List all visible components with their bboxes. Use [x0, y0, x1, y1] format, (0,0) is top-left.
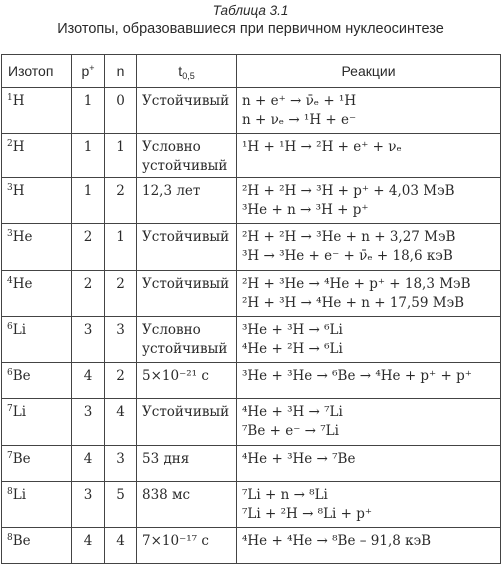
isotope-symbol: H — [12, 139, 25, 155]
isotope-cell — [2, 134, 72, 178]
halflife-cell — [137, 178, 237, 224]
isotope-mass: 6 — [7, 368, 13, 378]
proton-count: 1 — [72, 178, 105, 224]
reaction-line-2: ³He + n → ³H + p⁺ — [242, 202, 369, 218]
reaction-line-1: n + e⁺ → ν̄ₑ + ¹H — [242, 93, 357, 109]
neutron-count: 4 — [105, 399, 137, 446]
isotope-symbol: H — [12, 183, 25, 199]
isotope-mass: 8 — [7, 487, 13, 497]
reactions-cell — [237, 134, 501, 178]
header-t-sub: 0,5 — [182, 71, 195, 81]
reactions-cell — [237, 363, 501, 399]
isotope-mass: 1 — [7, 93, 13, 103]
halflife-cell — [137, 134, 237, 178]
reaction-line-1: ²H + ²H → ³He + n + 3,27 МэВ — [242, 229, 456, 245]
table-number: Таблица 3.1 — [212, 3, 289, 18]
isotope-symbol: Li — [12, 487, 27, 503]
reactions-cell — [237, 399, 501, 446]
table-row — [2, 271, 501, 317]
isotope-cell — [2, 363, 72, 399]
neutron-count: 0 — [105, 88, 137, 134]
isotope-cell — [2, 446, 72, 482]
isotope-mass: 4 — [7, 276, 13, 286]
neutron-count: 1 — [105, 134, 137, 178]
proton-count: 4 — [72, 363, 105, 399]
reactions-cell — [237, 271, 501, 317]
halflife-line-1: Условно — [142, 322, 201, 338]
isotope-cell — [2, 224, 72, 271]
table-title: Изотопы, образовавшиеся при первичном нуклеосинтезе — [57, 21, 444, 37]
proton-count: 1 — [72, 88, 105, 134]
table-row — [2, 446, 501, 482]
isotope-symbol: He — [12, 276, 33, 292]
reaction-line-1: ³He + ³He → ⁶Be → ⁴He + p⁺ + p⁺ — [242, 368, 472, 384]
halflife-line-1: 53 дня — [142, 451, 190, 467]
halflife-cell — [137, 528, 237, 564]
isotopes-table — [1, 54, 501, 564]
neutron-count: 1 — [105, 224, 137, 271]
isotope-symbol: Li — [12, 322, 27, 338]
isotope-mass: 3 — [7, 229, 13, 239]
neutron-count: 5 — [105, 482, 137, 528]
table-row — [2, 317, 501, 363]
proton-count: 2 — [72, 271, 105, 317]
table-row — [2, 178, 501, 224]
neutron-count: 2 — [105, 271, 137, 317]
reactions-cell — [237, 446, 501, 482]
reaction-line-1: ⁴He + ⁴He → ⁸Be – 91,8 кэВ — [242, 533, 432, 549]
isotope-cell — [2, 88, 72, 134]
halflife-line-1: 5×10⁻²¹ с — [142, 368, 209, 384]
reaction-line-2: ²H + ³H → ⁴He + n + 17,59 МэВ — [242, 295, 465, 311]
reaction-line-2: ⁷Li + ²H → ⁸Li + p⁺ — [242, 506, 373, 522]
reaction-line-1: ²H + ²H → ³H + p⁺ + 4,03 МэВ — [242, 183, 455, 199]
proton-count: 3 — [72, 399, 105, 446]
reaction-line-1: ¹H + ¹H → ²H + e⁺ + νₑ — [242, 139, 402, 155]
neutron-count: 3 — [105, 317, 137, 363]
reaction-line-1: ³He + ³H → ⁶Li — [242, 322, 343, 338]
neutron-count: 4 — [105, 528, 137, 564]
reactions-cell — [237, 88, 501, 134]
halflife-line-2: устойчивый — [142, 341, 228, 357]
isotope-symbol: Be — [12, 533, 31, 549]
proton-count: 3 — [72, 317, 105, 363]
isotope-mass: 7 — [7, 451, 13, 461]
isotope-symbol: Be — [12, 368, 31, 384]
halflife-line-1: 12,3 лет — [142, 183, 201, 199]
halflife-line-1: Условно — [142, 139, 201, 155]
table-row — [2, 482, 501, 528]
isotope-symbol: H — [12, 93, 25, 109]
isotope-symbol: Be — [12, 451, 31, 467]
reaction-line-1: ²H + ³He → ⁴He + p⁺ + 18,3 МэВ — [242, 276, 471, 292]
isotope-cell — [2, 271, 72, 317]
halflife-cell — [137, 224, 237, 271]
halflife-line-1: 7×10⁻¹⁷ с — [142, 533, 209, 549]
table-row — [2, 399, 501, 446]
proton-count: 2 — [72, 224, 105, 271]
reaction-line-2: ⁷Be + e⁻ → ⁷Li — [242, 423, 339, 439]
table-row — [2, 134, 501, 178]
proton-count: 3 — [72, 482, 105, 528]
isotope-symbol: He — [12, 229, 33, 245]
isotope-mass: 6 — [7, 322, 13, 332]
reaction-line-2: ³H → ³He + e⁻ + ν̄ₑ + 18,6 кэВ — [242, 248, 453, 264]
reactions-cell — [237, 528, 501, 564]
halflife-cell — [137, 399, 237, 446]
isotope-cell — [2, 528, 72, 564]
isotope-mass: 8 — [7, 533, 13, 543]
neutron-count: 2 — [105, 178, 137, 224]
table-header-row — [2, 55, 501, 88]
table-body — [2, 88, 501, 564]
reaction-line-2: ⁴He + ²H → ⁶Li — [242, 341, 343, 357]
header-n: n — [105, 55, 137, 88]
reactions-cell — [237, 224, 501, 271]
header-p-label: p — [81, 63, 90, 79]
table-row — [2, 528, 501, 564]
halflife-cell — [137, 482, 237, 528]
halflife-line-1: Устойчивый — [142, 276, 230, 292]
isotope-cell — [2, 482, 72, 528]
isotope-mass: 2 — [7, 139, 13, 149]
proton-count: 4 — [72, 446, 105, 482]
header-p — [72, 55, 105, 88]
header-t-label: t — [178, 63, 183, 79]
isotope-cell — [2, 178, 72, 224]
header-reactions: Реакции — [237, 55, 501, 88]
halflife-cell — [137, 88, 237, 134]
halflife-line-1: Устойчивый — [142, 404, 230, 420]
isotope-cell — [2, 317, 72, 363]
neutron-count: 2 — [105, 363, 137, 399]
reaction-line-2: n + νₑ → ¹H + e⁻ — [242, 112, 357, 128]
halflife-cell — [137, 271, 237, 317]
header-halflife — [137, 55, 237, 88]
reactions-cell — [237, 482, 501, 528]
proton-count: 4 — [72, 528, 105, 564]
header-isotope: Изотоп — [2, 55, 72, 88]
proton-count: 1 — [72, 134, 105, 178]
isotope-cell — [2, 399, 72, 446]
reactions-cell — [237, 178, 501, 224]
isotope-mass: 7 — [7, 404, 13, 414]
halflife-cell — [137, 446, 237, 482]
halflife-line-1: Устойчивый — [142, 93, 230, 109]
reaction-line-1: ⁴He + ³He → ⁷Be — [242, 451, 356, 467]
header-p-sup: + — [89, 63, 95, 73]
reaction-line-1: ⁷Li + n → ⁸Li — [242, 487, 328, 503]
halflife-cell — [137, 363, 237, 399]
table-row — [2, 363, 501, 399]
table-row — [2, 224, 501, 271]
isotope-mass: 3 — [7, 183, 13, 193]
halflife-cell — [137, 317, 237, 363]
neutron-count: 3 — [105, 446, 137, 482]
halflife-line-2: устойчивый — [142, 158, 228, 174]
isotope-symbol: Li — [12, 404, 27, 420]
reaction-line-1: ⁴He + ³H → ⁷Li — [242, 404, 343, 420]
table-row — [2, 88, 501, 134]
reactions-cell — [237, 317, 501, 363]
halflife-line-1: 838 мс — [142, 487, 191, 503]
halflife-line-1: Устойчивый — [142, 229, 230, 245]
